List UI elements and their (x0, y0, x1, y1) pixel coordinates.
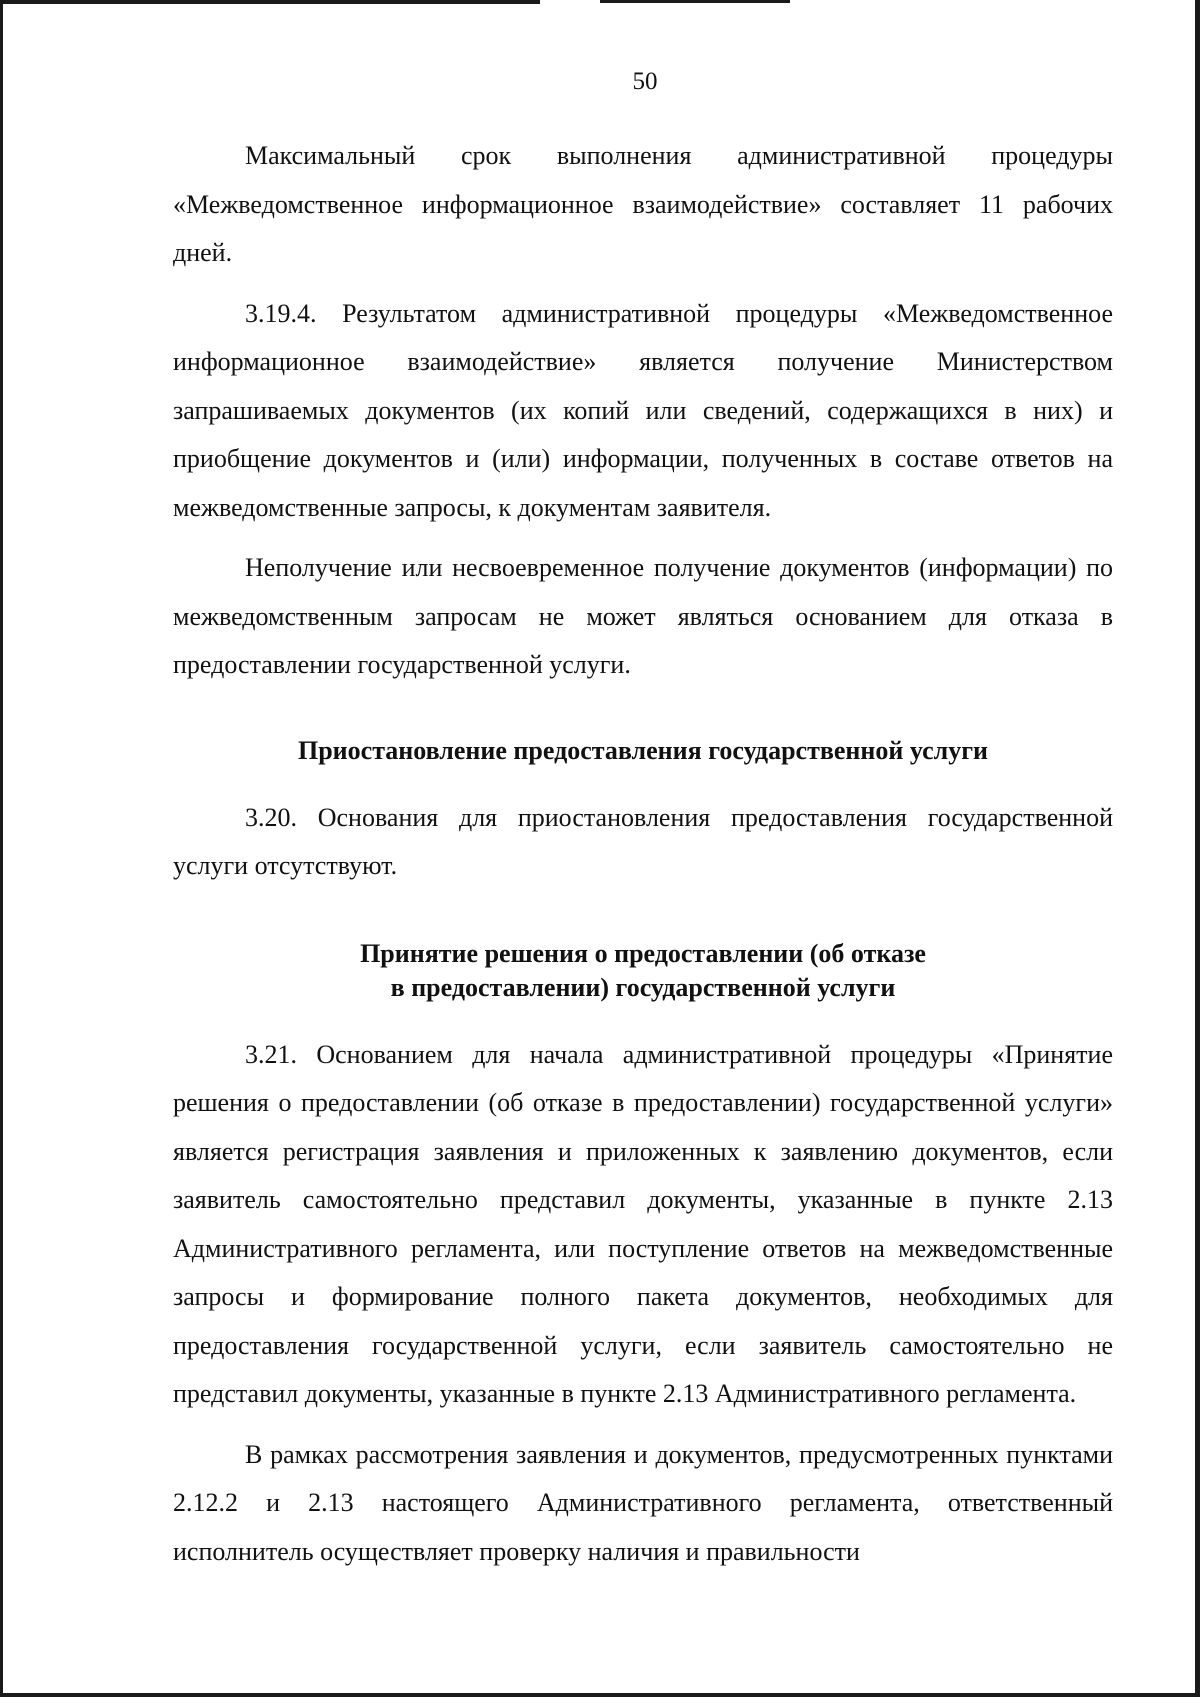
section-heading-suspension: Приостановление предоставления государственной услуги (297, 735, 988, 765)
page-number: 50 (632, 68, 658, 95)
paragraph-3-20: 3.20. Основания для приостановления предоставления государственной услуги отсутствуют. (173, 802, 1113, 880)
paragraph-3-19-4: 3.19.4. Результатом административной процедуры «Межведомственное информационное взаимодействие» является получение Министерством запрашиваемых документов (их копий или сведений, содержащихся в них) и приобщение документов и (или) информации, полученных в составе ответов на межведомственные запросы, к документам заявителя. (173, 298, 1113, 522)
scan-border-top-fragment (600, 0, 790, 3)
paragraph-max-term: Максимальный срок выполнения административной процедуры «Межведомственное информационное взаимодействие» составляет 11 рабочих дней. (173, 141, 1113, 267)
section-heading-decision (173, 937, 1113, 1005)
scan-border-left (0, 0, 3, 1697)
paragraph-review: В рамках рассмотрения заявления и документов, предусмотренных пунктами 2.12.2 и 2.13 настоящего Административного регламента, ответственный исполнитель осуществляет проверку наличия и правильности (173, 1439, 1113, 1566)
scan-border-bottom (0, 1693, 1200, 1697)
section-heading-decision-line2: в предоставлении) государственной услуги (390, 972, 896, 1002)
scan-border-right (1195, 0, 1200, 1697)
paragraph-3-21: 3.21. Основанием для начала административной процедуры «Принятие решения о предоставлении (об отказе в предоставлении) государственной услуги» является регистрация заявления и приложенных к заявлению документов, если заявитель самостоятельно представил документы, указанные в пункте 2.13 Административного регламента, или поступление ответов на межведомственные запросы и формирование полного пакета документов, необходимых для предоставления государственной услуги, если заявитель самостоятельно не представил документы, указанные в пункте 2.13 Административного регламента. (173, 1039, 1113, 1408)
section-heading-decision-line1: Принятие решения о предоставлении (об отказе (360, 938, 926, 968)
scan-border-top (0, 0, 540, 4)
paragraph-non-receipt: Неполучение или несвоевременное получение документов (информации) по межведомственным запросам не может являться основанием для отказа в предоставлении государственной услуги. (173, 553, 1113, 679)
document-body (173, 132, 1113, 1576)
